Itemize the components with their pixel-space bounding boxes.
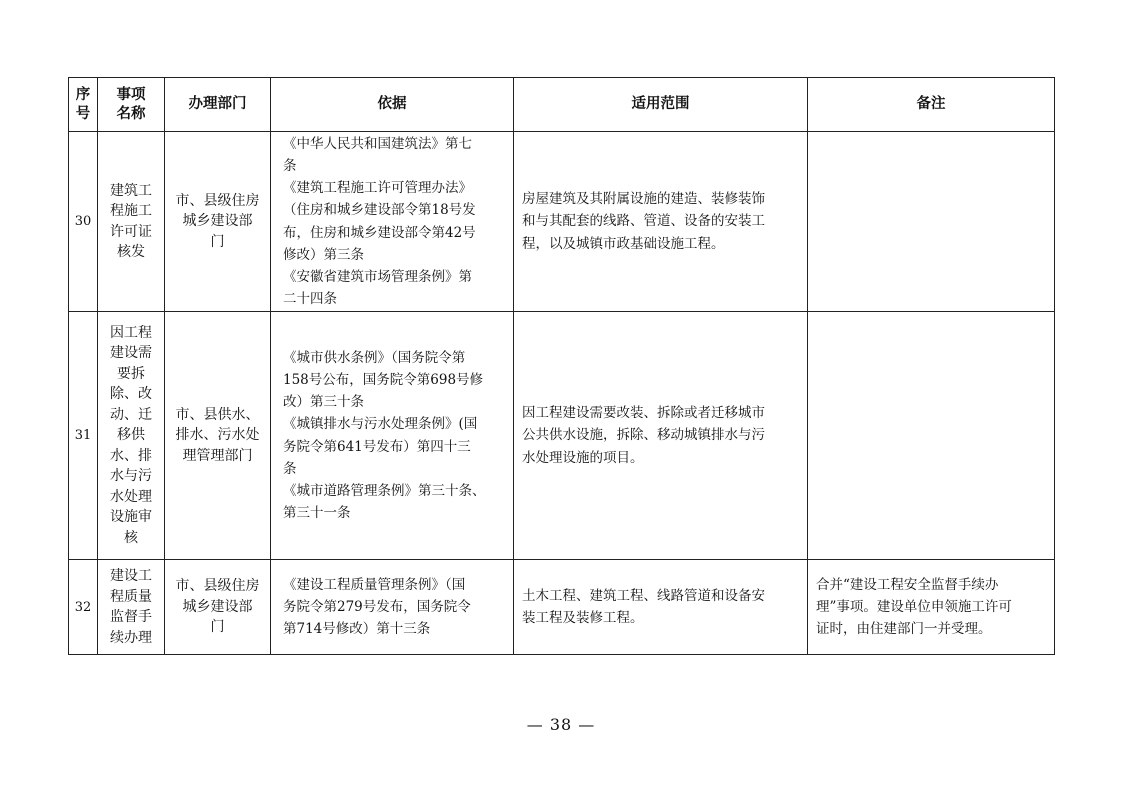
header-scope: 适用范围 [514, 78, 808, 132]
dept-line: 排水、污水处 [175, 427, 260, 444]
scope-line: 装工程及装修工程。 [522, 610, 644, 626]
item-line: 程质量 [110, 588, 152, 605]
item-line: 监督手 [110, 609, 152, 625]
scope-line: 公共供水设施，拆除、移动城镇排水与污 [522, 427, 765, 444]
note-line: 证时，由住建部门一并受理。 [816, 621, 992, 638]
dept-line: 城乡建设部 [182, 213, 253, 230]
item-line: 续办理 [110, 629, 152, 646]
basis-line: 《建设工程质量管理条例》（国 [283, 576, 466, 593]
row-item [98, 560, 165, 655]
item-line: 水与污 [110, 468, 152, 485]
basis-line: （住房和城乡建设部令第18号发 [283, 202, 476, 219]
row-number: 32 [69, 560, 98, 655]
basis-line: 改）第三十条 [283, 394, 364, 411]
row-item [98, 132, 165, 312]
header-note: 备注 [808, 78, 1055, 132]
scope-line: 程，以及城镇市政基础设施工程。 [522, 235, 725, 252]
dept-line: 门 [210, 619, 225, 636]
row-note [808, 132, 1055, 312]
row-item [98, 312, 165, 560]
dept-line: 市、县供水、 [175, 406, 260, 423]
item-line: 除、改 [110, 386, 152, 403]
table-row [69, 132, 1055, 312]
basis-line: 《安徽省建筑市场管理条例》第 [283, 268, 472, 285]
basis-line: 《建筑工程施工许可管理办法》 [283, 180, 472, 197]
row-basis [271, 312, 514, 560]
basis-line: 布，住房和城乡建设部令第42号 [283, 224, 476, 241]
table-row [69, 560, 1055, 655]
row-scope [514, 132, 808, 312]
header-basis: 依据 [271, 78, 514, 132]
header-no: 序 号 [69, 78, 98, 132]
table-header-row [69, 78, 1055, 132]
scope-line: 房屋建筑及其附属设施的建造、装修装饰 [522, 191, 765, 208]
note-line: 合并“建设工程安全监督手续办 [816, 576, 999, 593]
basis-line: 《城市供水条例》（国务院令第 [283, 349, 466, 366]
basis-line: 第三十一条 [283, 505, 351, 522]
scope-line: 水处理设施的项目。 [522, 449, 644, 466]
item-line: 程施工 [110, 203, 152, 219]
row-note [808, 560, 1055, 655]
basis-line: 158号公布，国务院令第698号修 [283, 371, 484, 388]
item-line: 核 [124, 529, 138, 546]
item-line: 动、迁 [110, 406, 152, 423]
basis-line: 修改）第三条 [283, 246, 364, 263]
row-scope [514, 560, 808, 655]
item-line: 建设工 [110, 568, 152, 584]
page-number: — 38 — [526, 715, 596, 734]
basis-line: 条 [283, 460, 297, 477]
note-line: 理”事项。建设单位申领施工许可 [816, 598, 1012, 615]
row-basis [271, 132, 514, 312]
basis-line: 务院令第641号发布）第四十三 [283, 438, 471, 455]
row-number: 31 [69, 312, 98, 560]
item-line: 设施审 [110, 509, 152, 526]
dept-line: 市、县级住房 [175, 192, 260, 209]
basis-line: 《中华人民共和国建筑法》第七 [283, 135, 472, 152]
item-line: 移供 [117, 427, 145, 444]
row-dept [165, 560, 271, 655]
item-line: 因工程 [110, 324, 152, 341]
item-line: 水、排 [110, 447, 152, 464]
approval-items-table [68, 77, 1055, 655]
item-line: 核发 [117, 244, 145, 260]
table-row [69, 312, 1055, 560]
row-dept [165, 312, 271, 560]
header-item: 事项 名称 [98, 78, 165, 132]
row-note [808, 312, 1055, 560]
scope-line: 因工程建设需要改装、拆除或者迁移城市 [522, 405, 765, 422]
item-line: 许可证 [110, 223, 152, 240]
item-line: 要拆 [117, 365, 145, 382]
scope-line: 和与其配套的线路、管道、设备的安装工 [522, 213, 765, 230]
item-line: 水处理 [110, 488, 152, 505]
header-dept: 办理部门 [165, 78, 271, 132]
item-line: 建筑工 [110, 182, 152, 199]
dept-line: 市、县级住房 [175, 578, 260, 595]
basis-line: 二十四条 [283, 291, 337, 308]
basis-line: 条 [283, 157, 297, 174]
item-line: 建设需 [110, 345, 152, 362]
dept-line: 城乡建设部 [182, 598, 253, 615]
row-basis [271, 560, 514, 655]
row-number: 30 [69, 132, 98, 312]
basis-line: 《城市道路管理条例》第三十条、 [283, 482, 486, 499]
row-dept [165, 132, 271, 312]
scope-line: 土木工程、建筑工程、线路管道和设备安 [522, 587, 765, 604]
row-scope [514, 312, 808, 560]
basis-line: 务院令第279号发布，国务院令 [283, 598, 471, 615]
dept-line: 门 [210, 233, 225, 250]
basis-line: 第714号修改）第十三条 [283, 621, 431, 638]
basis-line: 《城镇排水与污水处理条例》(国 [283, 416, 478, 433]
dept-line: 理管理部门 [182, 447, 253, 464]
